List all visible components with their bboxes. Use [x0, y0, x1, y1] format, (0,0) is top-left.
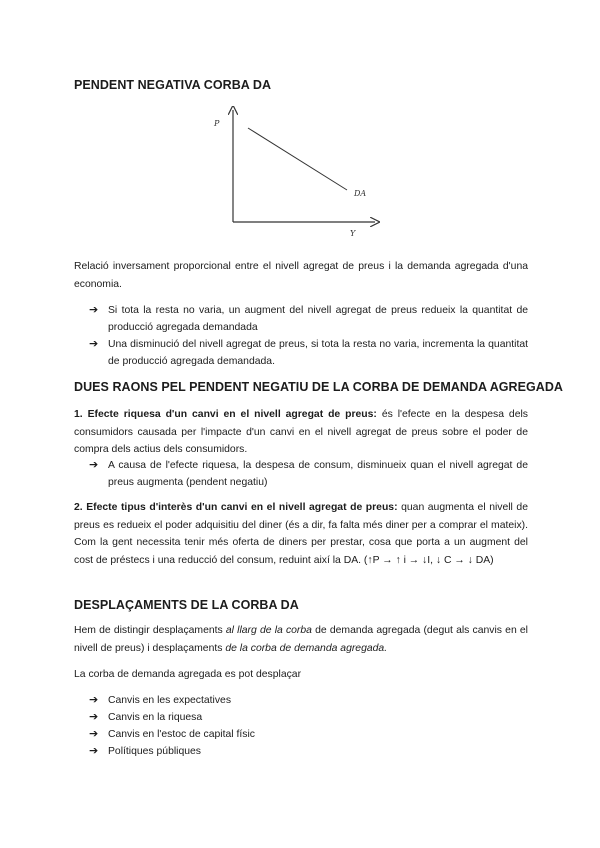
reason1-label: 1. Efecte riquesa d'un canvi en el nivell agregat de preus:	[74, 409, 377, 420]
x-axis-label: Y	[350, 229, 356, 238]
arrow-bullet-icon: ➔	[89, 728, 99, 740]
reason2-text: quan augmenta el nivell de preus es redueix el poder adquisitiu del diner (és a dir, fa falta més diner per a comprar el mateix). Com la gent necessita tenir més oferta de diners per prestar, cosa que porta a un augment del cost de préstecs i una reducció del consum, reduint així la DA. (↑P → ↑ i → ↓I, ↓ C → ↓ DA)	[74, 502, 528, 566]
da-curve-label: DA	[354, 189, 367, 198]
arrow-bullet-icon: ➔	[89, 304, 99, 316]
shifts-paragraph: Hem de distingir desplaçaments al llarg de la corba de demanda agregada (degut als canvis en el nivell de preus) i desplaçaments de la corba de demanda agregada.	[74, 625, 528, 654]
heading-pendent-negativa: PENDENT NEGATIVA CORBA DA	[74, 78, 272, 92]
reason2-label: 2. Efecte tipus d'interès d'un canvi en el nivell agregat de preus:	[74, 502, 398, 513]
reason1-paragraph	[74, 406, 528, 459]
of-curve-emphasis: de la corba de demanda agregada.	[225, 642, 388, 654]
arrow-bullet-icon: ➔	[89, 338, 99, 350]
y-axis-label: P	[214, 119, 220, 128]
list-item: ➔ Canvis en la riquesa	[89, 709, 528, 726]
list-item: ➔ Si tota la resta no varia, un augment del nivell agregat de preus redueix la quantitat de producció agregada demandada	[89, 304, 528, 333]
arrow-bullet-icon: ➔	[89, 711, 99, 723]
da-curve-diagram	[205, 106, 380, 241]
list-item: ➔ A causa de l'efecte riquesa, la despesa de consum, disminueix quan el nivell agregat de preus augmenta (pendent negatiu)	[89, 459, 528, 488]
arrow-bullet-icon: ➔	[89, 694, 99, 706]
along-curve-emphasis: al llarg de la corba	[225, 625, 312, 636]
list-item: ➔ Polítiques públiques	[89, 743, 528, 760]
da-curve-line	[248, 128, 347, 190]
list-item: ➔ Una disminució del nivell agregat de preus, si tota la resta no varia, incrementa la quantitat de producció agregada demandada.	[89, 338, 528, 367]
list-item: ➔ Canvis en l'estoc de capital físic	[89, 726, 528, 743]
arrow-bullet-icon: ➔	[89, 459, 99, 471]
intro-paragraph: Relació inversament proporcional entre el nivell agregat de preus i la demanda agregada d'una economia.	[74, 261, 528, 290]
shift-intro: La corba de demanda agregada es pot desplaçar	[74, 669, 302, 680]
heading-desplacaments: DESPLAÇAMENTS DE LA CORBA DA	[74, 598, 299, 612]
heading-dues-raons: DUES RAONS PEL PENDENT NEGATIU DE LA CORBA DE DEMANDA AGREGADA	[74, 380, 564, 394]
list-item: ➔ Canvis en les expectatives	[89, 692, 528, 709]
reason2-paragraph	[74, 499, 528, 569]
arrow-bullet-icon: ➔	[89, 745, 99, 757]
reason1-text: és l'efecte en la despesa dels consumidors causada per l'impacte d'un canvi en el nivell agregat de preus sobre el poder de compra dels actius dels consumidors.	[74, 409, 528, 455]
